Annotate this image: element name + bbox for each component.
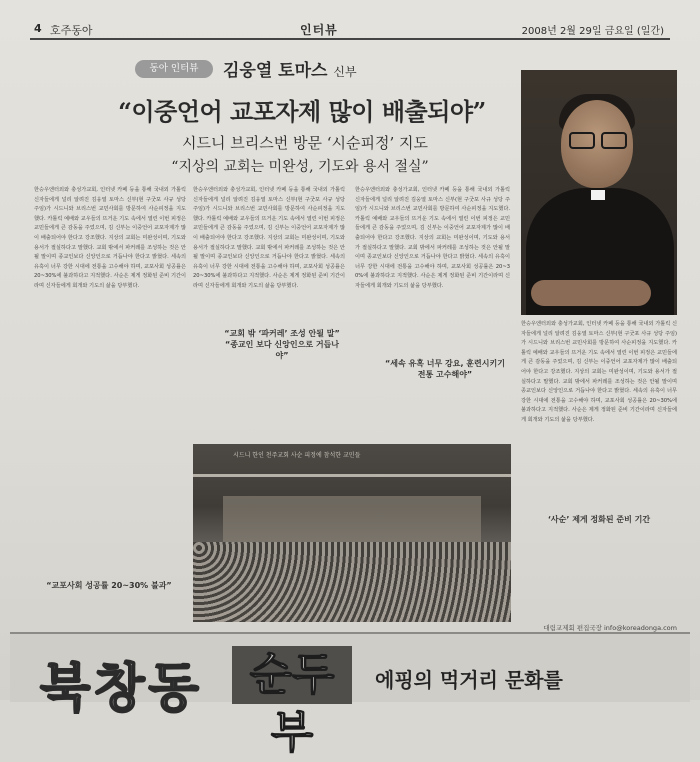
- article-column-3: 한승우엔터외와 충성가교회, 인터넷 카페 등을 통해 국내외 가톨릭 신자들에게 널리 알려진 김웅열 토마스 신부(현 구굿포 사규 성당 주임)가 시드니와 브리스번 교민사회를 방문하여 사순피정을 지도했다. 카톨릭 예배와 교우들의 뜨거운 기도 속에서 열린 이번 피정은 교민들에게 큰 감동을 주었으며, 김 신부는 이중언어 교포자제가 많이 배출되어야 한다고 강조했다. 지상의 교회는 미완성이며, 기도와 용서가 절실하다고 말했다. 교회 밖에서 파커레를 조성하는 것은 안될 말이며 종교인보다 신앙인으로 거듭나야 한다고 밝혔다. 세속의 유혹이 너무 강한 시대에 전통을 고수해야 하며, 교포사회 성공률은 20~30%에 불과하다고 지적했다. 사순은 제게 정화된 준비 기간이라며 신자들에게 회개와 기도의 삶을 당부했다.: [355, 187, 510, 289]
- page-header: [0, 18, 700, 40]
- pull-quote: “교포사회 성공률 20~30% 불과”: [46, 581, 172, 590]
- priest-portrait-photo: [521, 70, 677, 315]
- issue-date: 2008년 2월 29일 금요일 (일간): [521, 26, 664, 37]
- newspaper-name: 호주동아: [50, 24, 93, 37]
- section-title: 인터뷰: [300, 23, 338, 37]
- article-column-1: 한승우엔터외와 충성가교회, 인터넷 카페 등을 통해 국내외 가톨릭 신자들에게 널리 알려진 김웅열 토마스 신부(현 구굿포 사규 성당 주임)가 시드니와 브리스번 교민사회를 방문하여 사순피정을 지도했다. 카톨릭 예배와 교우들의 뜨거운 기도 속에서 열린 이번 피정은 교민들에게 큰 감동을 주었으며, 김 신부는 이중언어 교포자제가 많이 배출되어야 한다고 강조했다. 지상의 교회는 미완성이며, 기도와 용서가 절실하다고 말했다. 교회 밖에서 파커레를 조성하는 것은 안될 말이며 종교인보다 신앙인으로 거듭나야 한다고 밝혔다. 세속의 유혹이 너무 강한 시대에 전통을 고수해야 하며, 교포사회 성공률은 20~30%에 불과하다고 지적했다. 사순은 제게 정화된 준비 기간이라며 신자들에게 회개와 기도의 삶을 당부했다.: [34, 187, 186, 289]
- article-headline: “이중언어 교포자제 많이 배출되야”: [118, 97, 486, 126]
- ad-brand-box: 순두부: [232, 646, 352, 704]
- article-subheadline-2: “지상의 교회는 미완성, 기도와 용서 절실”: [171, 159, 429, 175]
- pull-quote: “세속 유혹 너무 강요, 훈련시키기 전통 고수해야”: [385, 359, 505, 379]
- advertisement-banner: [10, 632, 690, 758]
- sponsor-line: 대림교제회 편집국장 info@koreadonga.com: [543, 624, 677, 632]
- ad-tagline: 에핑의 먹거리 문화를: [375, 668, 563, 692]
- header-rule: [30, 38, 670, 40]
- ad-main-text: 북창동: [40, 658, 203, 719]
- article-column-2: 한승우엔터외와 충성가교회, 인터넷 카페 등을 통해 국내외 가톨릭 신자들에게 널리 알려진 김웅열 토마스 신부(현 구굿포 사규 성당 주임)가 시드니와 브리스번 교민사회를 방문하여 사순피정을 지도했다. 카톨릭 예배와 교우들의 뜨거운 기도 속에서 열린 이번 피정은 교민들에게 큰 감동을 주었으며, 김 신부는 이중언어 교포자제가 많이 배출되어야 한다고 강조했다. 지상의 교회는 미완성이며, 기도와 용서가 절실하다고 말했다. 교회 밖에서 파커레를 조성하는 것은 안될 말이며 종교인보다 신앙인으로 거듭나야 한다고 밝혔다. 세속의 유혹이 너무 강한 시대에 전통을 고수해야 하며, 교포사회 성공률은 20~30%에 불과하다고 지적했다. 사순은 제게 정화된 준비 기간이라며 신자들에게 회개와 기도의 삶을 당부했다.: [193, 187, 345, 289]
- page-number: 4: [34, 22, 42, 35]
- article-subheadline: 시드니 브리스번 방문 ‘시순피정’ 지도: [182, 134, 428, 152]
- interviewee-name: 김웅열 토마스: [223, 61, 328, 81]
- pull-quote: “교회 밖 ‘파커레’ 조성 안될 말” “종교인 보다 신앙인으로 거듭나야”: [224, 329, 340, 360]
- interview-badge: 동아 인터뷰: [135, 60, 213, 78]
- pull-quote: ‘사순’ 제게 정화된 준비 기간: [547, 515, 651, 524]
- congregation-photo: [193, 444, 511, 622]
- interviewee-title: 신부: [333, 65, 357, 79]
- interviewee-heading: [223, 56, 357, 81]
- article-column-4: 한승우엔터외와 충성가교회, 인터넷 카페 등을 통해 국내외 가톨릭 신자들에게 널리 알려진 김웅열 토마스 신부(현 구굿포 사규 성당 주임)가 시드니와 브리스번 교민사회를 방문하여 사순피정을 지도했다. 카톨릭 예배와 교우들의 뜨거운 기도 속에서 열린 이번 피정은 교민들에게 큰 감동을 주었으며, 김 신부는 이중언어 교포자제가 많이 배출되어야 한다고 강조했다. 지상의 교회는 미완성이며, 기도와 용서가 절실하다고 말했다. 교회 밖에서 파커레를 조성하는 것은 안될 말이며 종교인보다 신앙인으로 거듭나야 한다고 밝혔다. 세속의 유혹이 너무 강한 시대에 전통을 고수해야 하며, 교포사회 성공률은 20~30%에 불과하다고 지적했다. 사순은 제게 정화된 준비 기간이라며 신자들에게 회개와 기도의 삶을 당부했다.: [521, 321, 677, 423]
- photo-caption: 시드니 한인 천주교회 사순 피정에 참석한 교민들: [233, 452, 361, 459]
